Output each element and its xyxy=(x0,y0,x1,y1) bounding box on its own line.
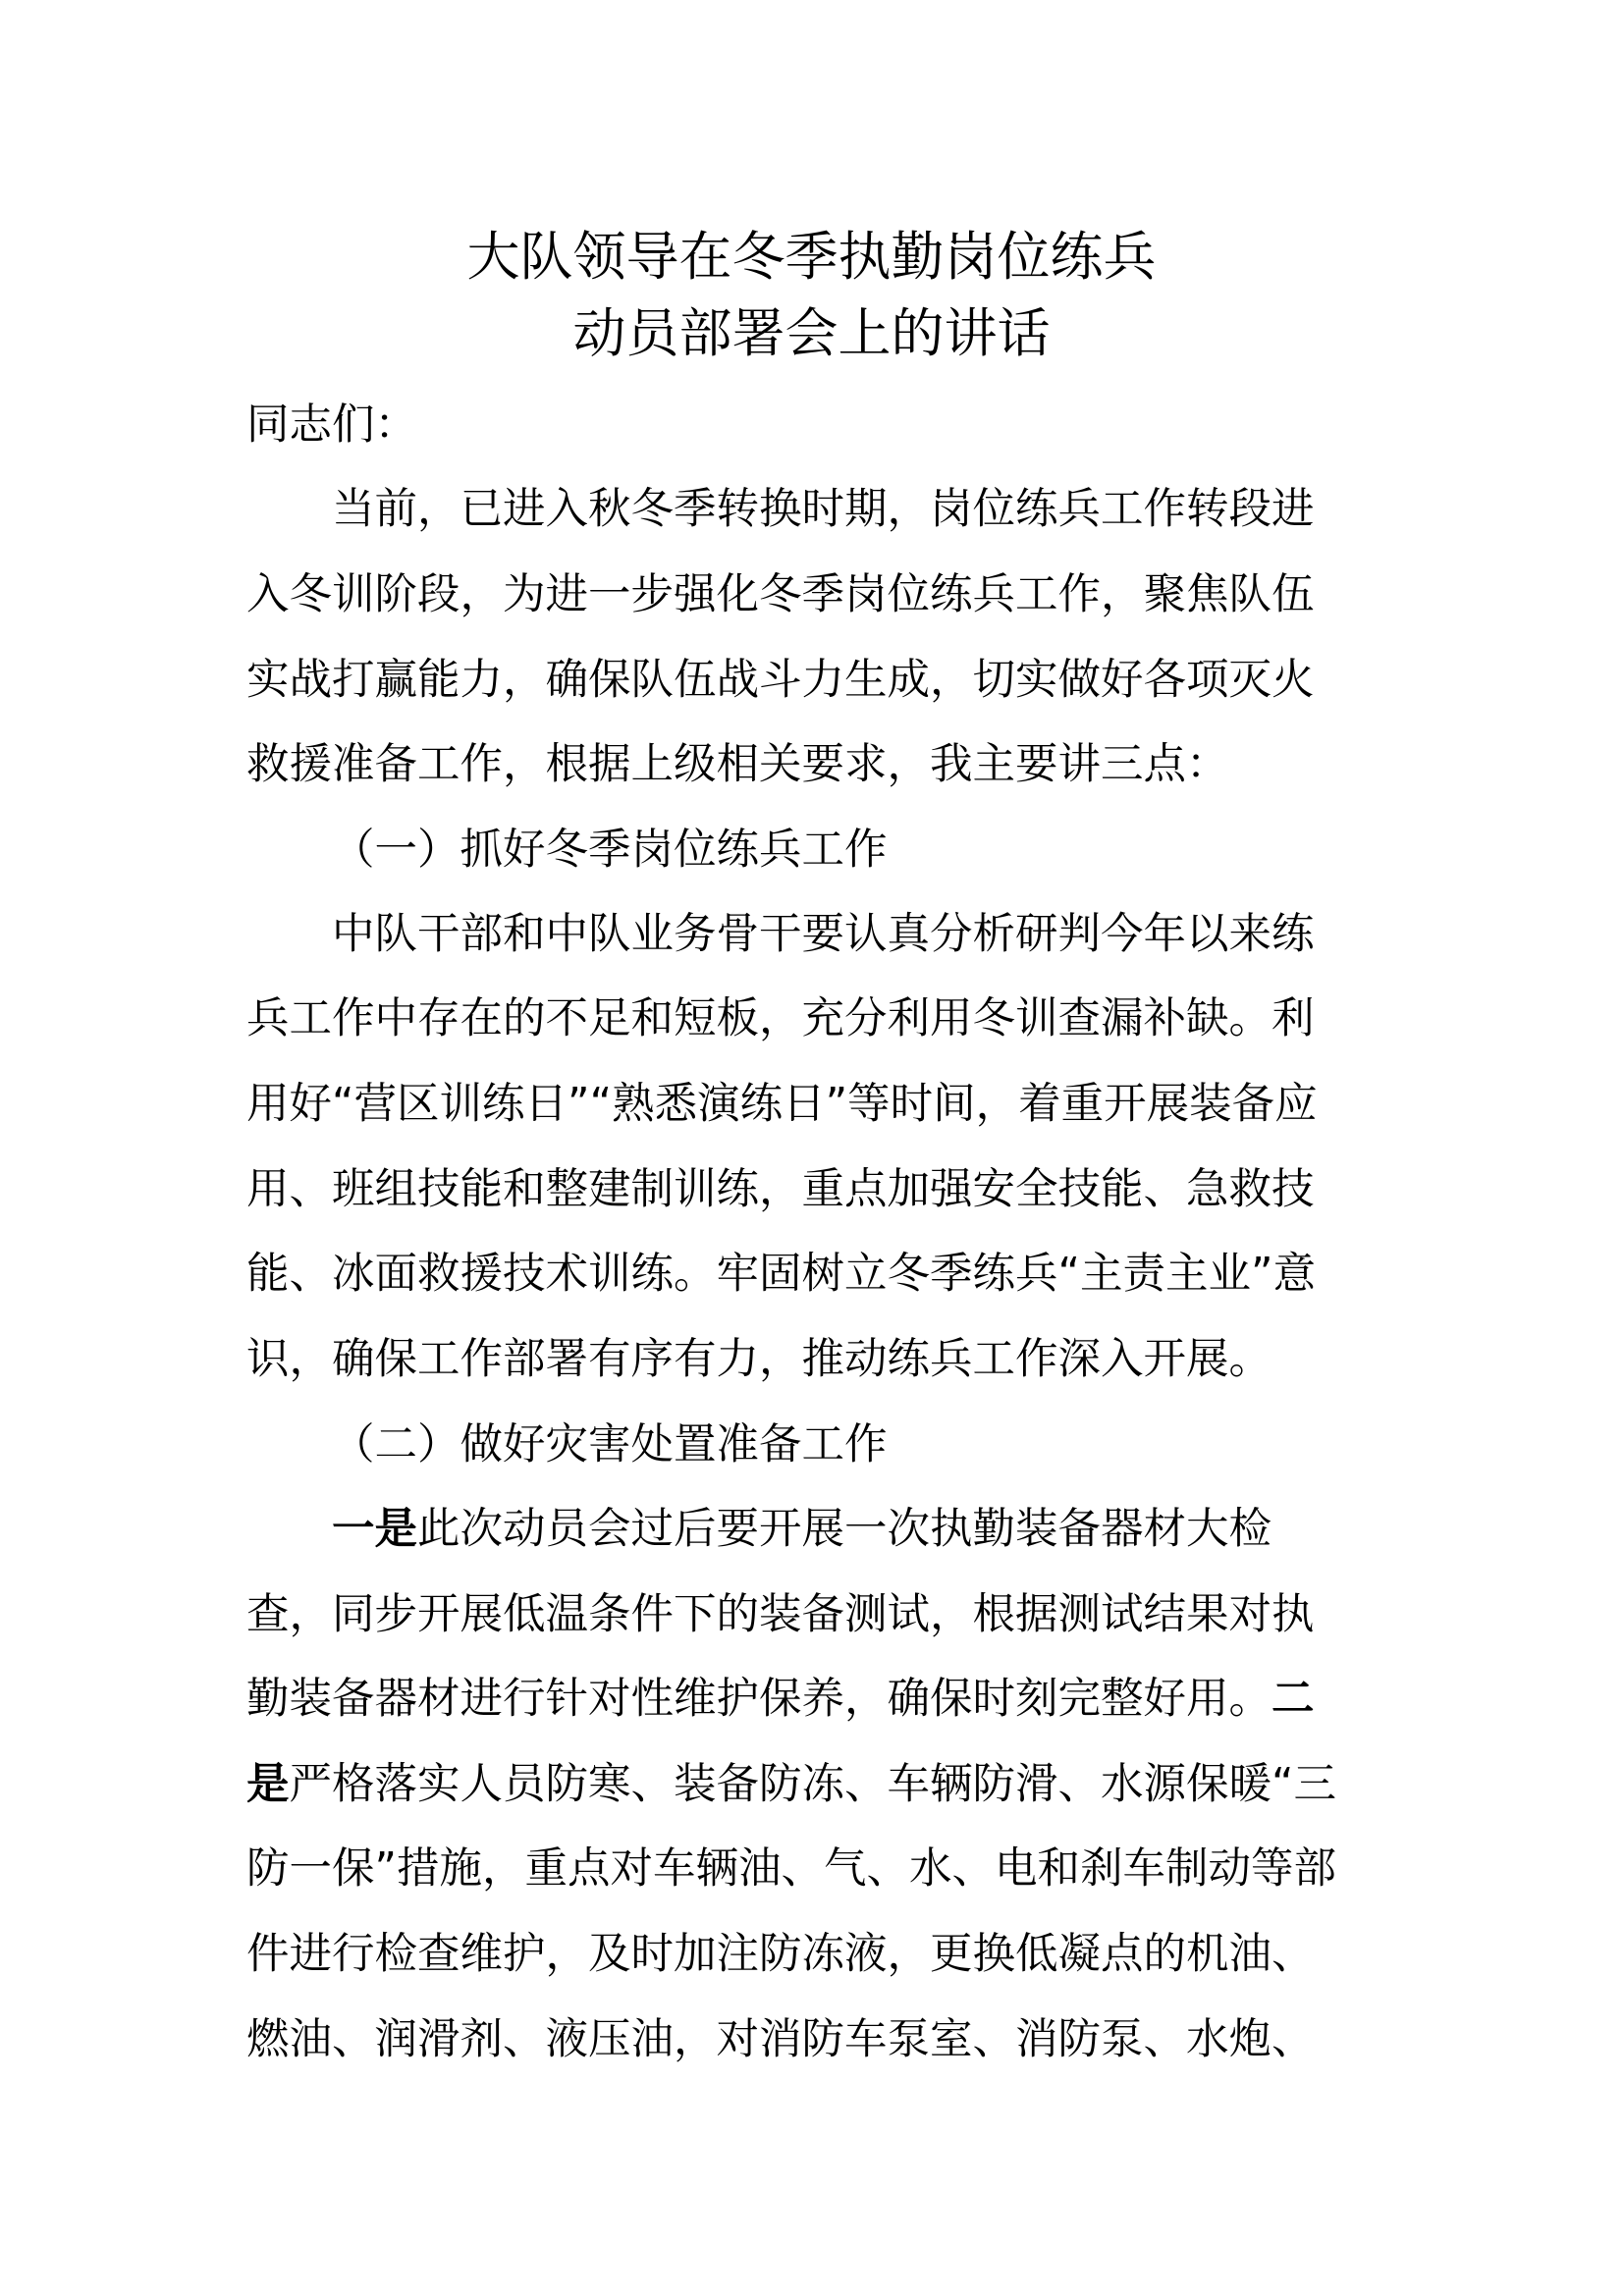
point-two-label-start: 二 xyxy=(1271,1675,1315,1724)
intro-paragraph-line: 实战打赢能力，确保队伍战斗力生成，切实做好各项灭火 xyxy=(246,656,1315,705)
section-2-paragraph-line xyxy=(246,1760,1336,1809)
point-two-text: 严格落实人员防寒、装备防冻、车辆防滑、水源保暖“三 xyxy=(289,1760,1337,1809)
document-title-line-2: 动员部署会上的讲话 xyxy=(572,302,1051,364)
section-2-paragraph-line xyxy=(332,1505,1271,1554)
section-1-paragraph-line: 识，确保工作部署有序有力，推动练兵工作深入开展。 xyxy=(246,1335,1271,1384)
point-two-label-end: 是 xyxy=(246,1760,290,1809)
section-2-paragraph-line: 燃油、润滑剂、液压油，对消防车泵室、消防泵、水炮、 xyxy=(246,2015,1315,2064)
section-1-paragraph-line: 能、冰面救援技术训练。牢固树立冬季练兵“主责主业”意 xyxy=(246,1250,1317,1299)
intro-paragraph-line: 救援准备工作，根据上级相关要求，我主要讲三点： xyxy=(246,740,1229,789)
salutation: 同志们： xyxy=(246,400,417,450)
section-2-paragraph-line xyxy=(246,1675,1315,1724)
section-2-paragraph-line: 查，同步开展低温条件下的装备测试，根据测试结果对执 xyxy=(246,1590,1315,1639)
document-title-line-1: 大队领导在冬季执勤岗位练兵 xyxy=(466,226,1157,288)
intro-paragraph-line: 当前，已进入秋冬季转换时期，岗位练兵工作转段进 xyxy=(332,485,1315,534)
section-1-heading: （一）抓好冬季岗位练兵工作 xyxy=(332,826,888,875)
point-one-text-end: 勤装备器材进行针对性维护保养，确保时刻完整好用。 xyxy=(246,1675,1271,1724)
section-1-paragraph-line: 用好“营区训练日”“熟悉演练日”等时间，着重开展装备应 xyxy=(246,1080,1318,1129)
section-1-paragraph-line: 中队干部和中队业务骨干要认真分析研判今年以来练 xyxy=(332,910,1315,959)
section-1-paragraph-line: 兵工作中存在的不足和短板，充分利用冬训查漏补缺。利 xyxy=(246,994,1315,1043)
section-2-heading: （二）做好灾害处置准备工作 xyxy=(332,1420,888,1469)
point-one-text: 此次动员会过后要开展一次执勤装备器材大检 xyxy=(417,1505,1271,1554)
section-2-paragraph-line: 件进行检查维护，及时加注防冻液，更换低凝点的机油、 xyxy=(246,1930,1315,1979)
section-2-paragraph-line: 防一保”措施，重点对车辆油、气、水、电和刹车制动等部 xyxy=(246,1844,1337,1894)
intro-paragraph-line: 入冬训阶段，为进一步强化冬季岗位练兵工作，聚焦队伍 xyxy=(246,570,1315,619)
point-one-label: 一是 xyxy=(332,1505,417,1554)
section-1-paragraph-line: 用、班组技能和整建制训练，重点加强安全技能、急救技 xyxy=(246,1165,1315,1214)
